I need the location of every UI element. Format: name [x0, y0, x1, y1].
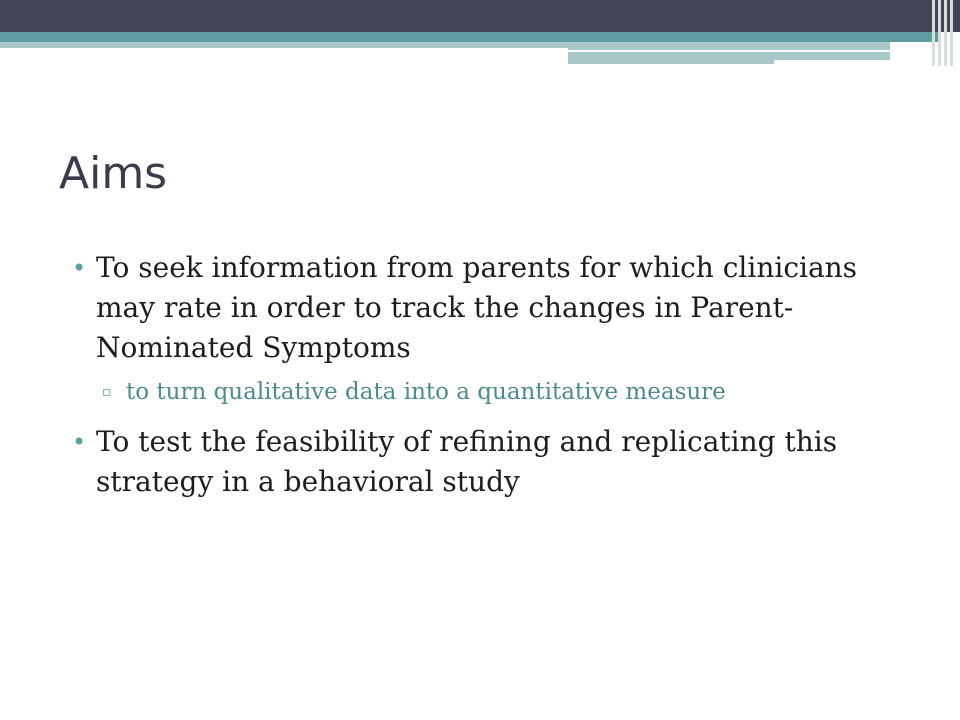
header-light-bar-left: [0, 42, 568, 48]
header-light-bar-accent: [774, 60, 890, 64]
sub-bullet-marker: ▫: [102, 384, 112, 400]
bullet-item: [72, 248, 902, 368]
bullet-list: [72, 248, 902, 506]
bullet-text: To seek information from parents for which clinicians may rate in order to track the changes in Parent-Nominated Symptoms: [96, 251, 858, 364]
header-teal-bar: [0, 32, 940, 42]
sub-bullet-text: to turn qualitative data into a quantitative measure: [126, 379, 726, 405]
header-dark-bar: [0, 0, 960, 32]
sub-bullet-item: [72, 374, 902, 410]
header-light-bar-line: [568, 50, 890, 52]
slide-title: Aims: [59, 148, 168, 199]
bullet-item: [72, 422, 902, 502]
bullet-text: To test the feasibility of refining and replicating this strategy in a behavioral study: [96, 425, 838, 498]
bullet-marker: •: [72, 428, 87, 456]
bullet-marker: •: [72, 254, 87, 282]
header-stripes: [930, 0, 960, 66]
